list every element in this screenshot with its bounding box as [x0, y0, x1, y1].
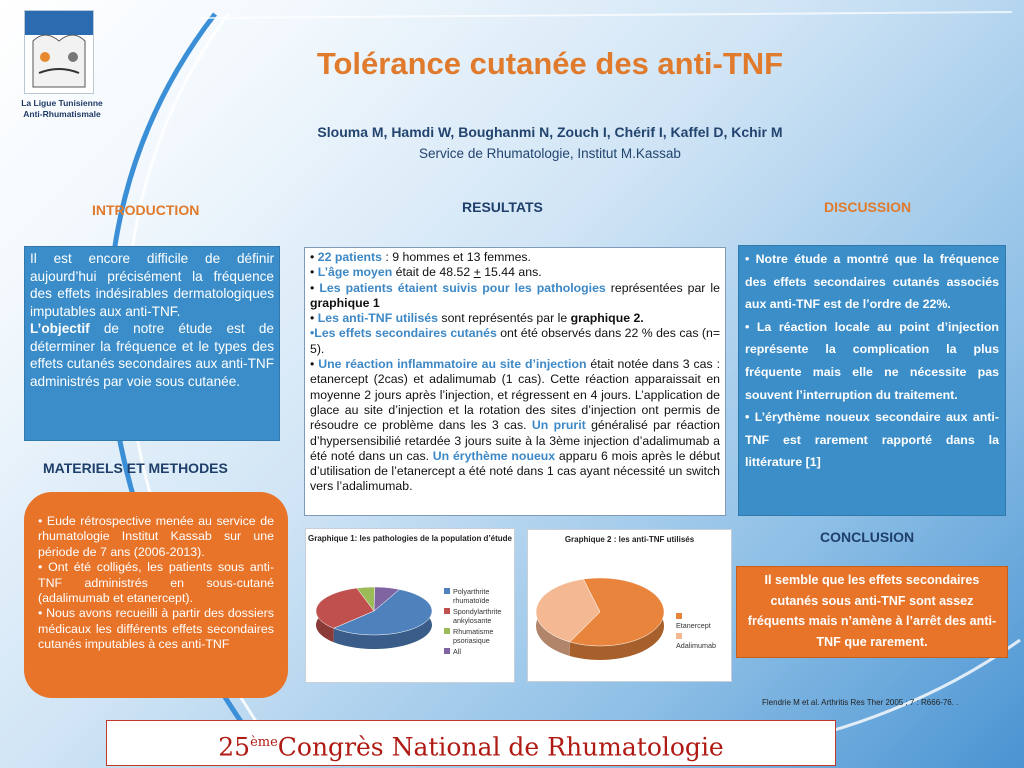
legend-swatch — [444, 648, 450, 654]
highlight: L’âge moyen — [317, 265, 393, 280]
legend-label: All — [453, 647, 461, 656]
plus-minus: + — [473, 265, 481, 280]
org-line1: La Ligue Tunisienne — [21, 98, 103, 108]
chart-legend — [676, 612, 731, 652]
legend-label: Polyarthrite rhumatoïde — [453, 587, 490, 605]
heading-resultats: RESULTATS — [462, 199, 543, 215]
resultats-line-2 — [310, 265, 720, 280]
ligue-logo — [24, 10, 94, 94]
text: sont représentés par le — [438, 311, 571, 326]
methodes-bullet-1: • Eude rétrospective menée au service de rhumatologie Institut Kassab sur une période de 7 ans (2006-2013). — [38, 514, 274, 559]
heading-discussion: DISCUSSION — [824, 199, 912, 215]
highlight: Une réaction inflammatoire au site d’injection — [318, 357, 587, 372]
bullet: • — [310, 311, 318, 326]
bold-text: graphique 2. — [570, 311, 644, 326]
heading-introduction: INTRODUCTION — [92, 202, 200, 218]
poster-title: Tolérance cutanée des anti-TNF — [316, 46, 784, 81]
pie-pathologies — [310, 579, 440, 669]
reference: Flendrie M et al. Arthritis Res Ther 2005 ; 7 : R666-76. . — [762, 698, 959, 707]
discussion-bullet-2: • La réaction locale au point d’injection représente la complication la plus fréquente mais elle ne nécessite pas souvent l’interruption du traitement. — [745, 319, 999, 402]
legend-entry — [676, 632, 731, 650]
chart-pathologies — [305, 528, 515, 683]
legend-swatch — [676, 613, 682, 619]
highlight: 22 patients — [317, 250, 382, 264]
bullet: • — [310, 250, 318, 264]
legend-entry — [444, 587, 514, 605]
legend-label: Rhumatisme psoriasique — [453, 627, 494, 645]
chart-legend — [444, 587, 514, 658]
highlight: Un prurit — [531, 418, 586, 433]
legend-swatch — [676, 633, 682, 639]
discussion-bullet-1: • Notre étude a montré que la fréquence des effets secondaires cutanés associés aux anti-TNF est de l’ordre de 22%. — [745, 252, 999, 312]
logo-emblem-icon — [25, 11, 93, 93]
text: était de 48.52 — [392, 265, 474, 280]
pie-anti-tnf — [530, 572, 672, 672]
highlight: Les patients étaient suivis pour les pathologies — [319, 280, 606, 295]
text: était notée dans 3 cas : etanercept (2cas) et adalimumab (1 cas). Cette réaction apparaissait en moyenne 2 jours après l’injection, et régressent en 4 jours. L’application de glace au site d’injection et la rotation des sites d’injection ont permis de résoudre ce problème dans les 3 cas. — [310, 357, 720, 433]
methodes-bullet-2: • Ont été colligés, les patients sous anti-TNF administrés en sous-cutané (adalimumab et etanercept). — [38, 560, 274, 606]
methodes-bullet-3: • Nous avons recueilli à partir des dossiers médicaux les différents effets secondaires cutanés imputables à ces anti-TNF — [38, 606, 274, 652]
footer-text: Congrès National de Rhumatologie — [277, 732, 724, 762]
legend-label: Etanercept — [676, 621, 711, 630]
resultats-line-3 — [310, 281, 720, 312]
heading-conclusion: CONCLUSION — [820, 529, 915, 545]
text: apparu 6 mois après le début d’utilisation de l’etanercept a été noté dans 1 cas ayant nécessité un switch vers l’adalimumab. — [310, 448, 720, 494]
text: : 9 hommes et 13 femmes. — [381, 250, 531, 264]
legend-label: Adalimumab — [676, 641, 716, 650]
highlight: •Les effets secondaires cutanés — [310, 326, 497, 341]
logo-text — [6, 98, 118, 120]
legend-entry — [444, 627, 514, 645]
bullet: • — [310, 357, 319, 372]
text: ont été observés dans 22 % des cas (n= 5). — [310, 326, 720, 356]
intro-paragraph-1: Il est encore difficile de définir aujourd’hui précisément la fréquence des effets indésirables dermatologiques imputables aux anti-TNF. — [30, 251, 274, 319]
chart-anti-tnf — [527, 529, 732, 682]
conclusion-box: Il semble que les effets secondaires cutanés sous anti-TNF sont assez fréquents mais n’amène à l’arrêt des anti-TNF que rarement. — [736, 566, 1008, 658]
resultats-box — [304, 247, 726, 516]
highlight: Les anti-TNF utilisés — [317, 311, 438, 326]
objectif-label: L’objectif — [30, 321, 90, 336]
intro-paragraph-2 — [30, 320, 274, 390]
text: représentées par le — [605, 280, 720, 295]
intro-objectif-text: de notre étude est de déterminer la fréquence et le types des effets cutanés secondaires aux anti-TNF administrés par voie sous cutanée. — [30, 321, 274, 389]
legend-label: Spondylarthrite ankylosante — [453, 607, 502, 625]
bullet: • — [310, 265, 318, 280]
legend-swatch — [444, 588, 450, 594]
resultats-line-1 — [310, 250, 720, 265]
text: 15.44 ans. — [480, 265, 542, 280]
discussion-box — [738, 245, 1006, 516]
bullet: • — [310, 280, 320, 295]
legend-swatch — [444, 628, 450, 634]
authors: Slouma M, Hamdi W, Boughanmi N, Zouch I, Chérif I, Kaffel D, Kchir M — [317, 124, 783, 140]
heading-methodes: MATERIELS ET METHODES — [43, 460, 228, 476]
affiliation: Service de Rhumatologie, Institut M.Kassab — [419, 146, 681, 161]
footer-ordinal: 25 — [218, 732, 251, 762]
footer-banner — [106, 720, 836, 766]
discussion-bullet-3: • L’érythème noueux secondaire aux anti-TNF est rarement rapporté dans la littérature [1] — [745, 410, 999, 470]
org-line2: Anti-Rhumatismale — [23, 109, 101, 119]
introduction-box — [24, 246, 280, 441]
legend-entry — [444, 607, 514, 625]
footer-sup: ème — [250, 735, 278, 750]
legend-entry — [444, 647, 514, 656]
legend-entry — [676, 612, 731, 630]
methodes-box — [24, 492, 288, 698]
chart-title: Graphique 1: les pathologies de la population d’étude — [307, 534, 513, 543]
resultats-line-5 — [310, 326, 720, 357]
bold-text: graphique 1 — [310, 295, 380, 310]
resultats-line-4 — [310, 311, 720, 326]
resultats-line-6 — [310, 357, 720, 495]
chart-title: Graphique 2 : les anti-TNF utilisés — [564, 535, 695, 544]
legend-swatch — [444, 608, 450, 614]
text: généralisé par réaction d’hypersensibilié retardée 3 jours suite à la 3ème injection d’adalimumab a été noté dans un cas. — [310, 418, 720, 463]
highlight: Un érythème noueux — [432, 448, 556, 463]
